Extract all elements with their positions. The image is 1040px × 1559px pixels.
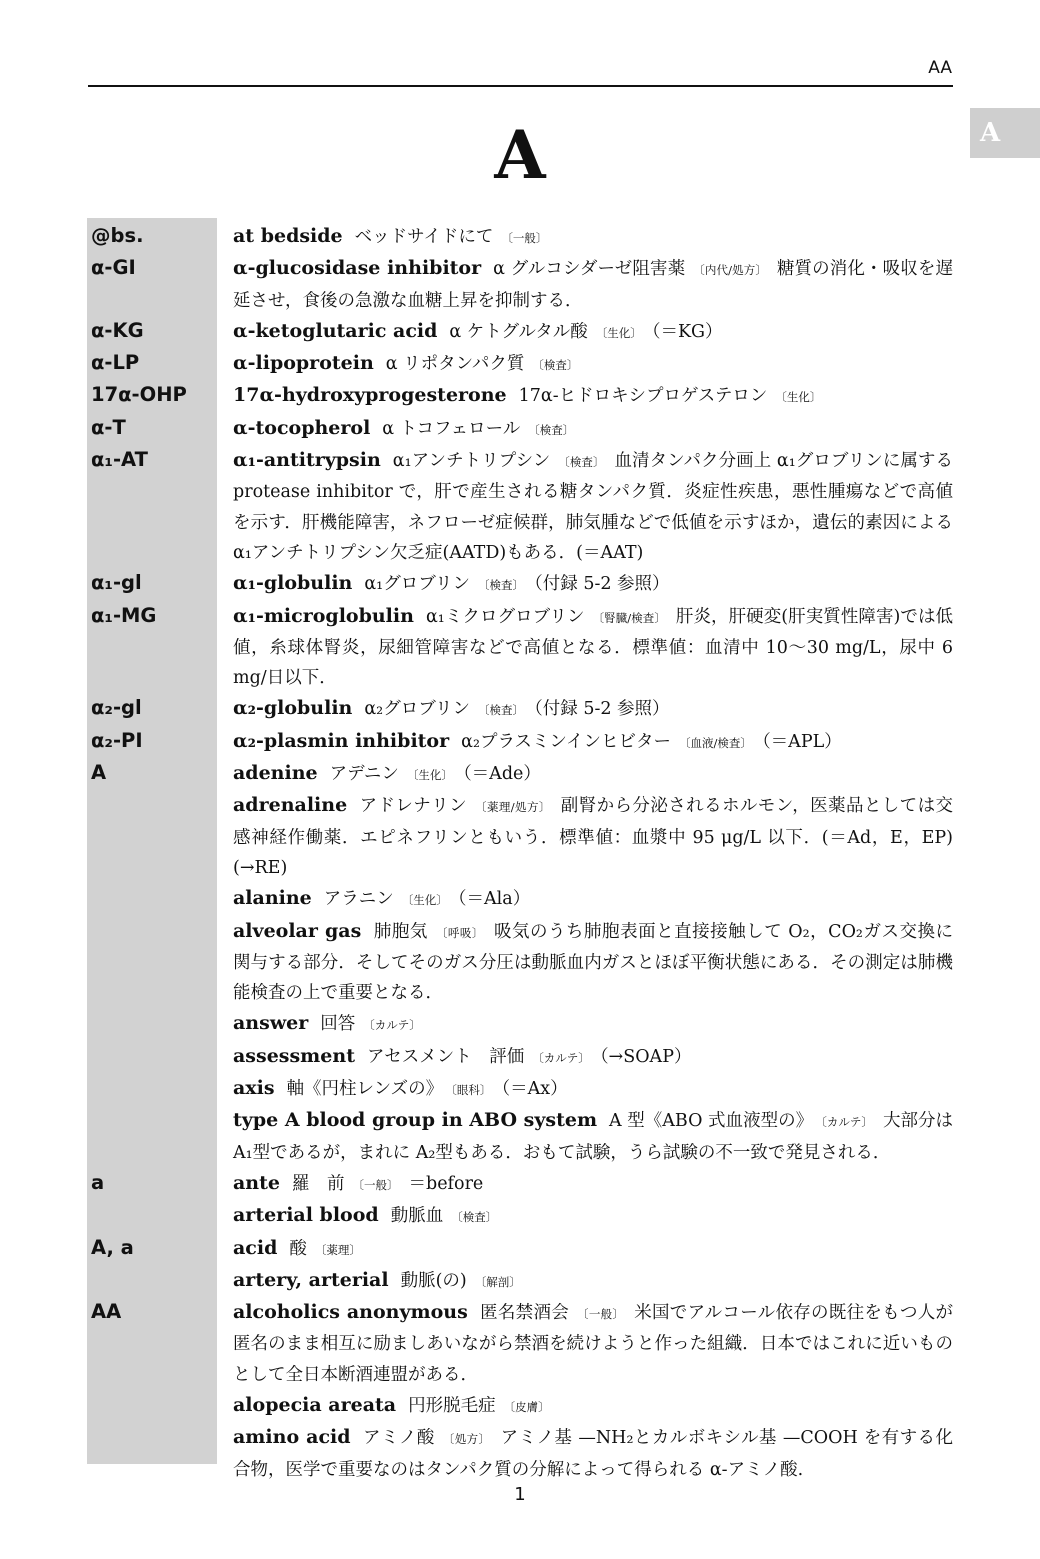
entry-abbreviation: 17α-OHP: [91, 383, 187, 407]
entry-abbreviation: α-LP: [91, 351, 140, 375]
entry-abbreviation: AA: [91, 1300, 122, 1324]
entry-term: alveolar gas: [233, 919, 362, 942]
entry-definition: [233, 1200, 953, 1232]
entry-definition: [233, 1265, 953, 1297]
entry-japanese: α リポタンパク質: [385, 354, 525, 375]
entry-category-tag: 〔皮膚〕: [503, 1399, 550, 1414]
entry-abbreviation: [87, 1265, 217, 1297]
entry-category-tag: 〔検査〕: [478, 703, 524, 718]
entry-term: α-tocopherol: [233, 416, 371, 439]
entry-term: acid: [233, 1236, 278, 1259]
entry-definition: [233, 1233, 953, 1265]
entry-definition: [233, 413, 953, 445]
header-rule: [88, 85, 953, 87]
entry-term: α₁-globulin: [233, 572, 353, 595]
entry-abbreviation: [87, 916, 217, 1009]
dictionary-entry: [87, 348, 953, 380]
entry-description: 糖質の消化・吸収を遅延させ，食後の急激な血糖上昇を抑制する．: [233, 259, 953, 311]
entry-category-tag: 〔一般〕: [501, 231, 548, 245]
entry-description: （付録 5-2 参照）: [534, 574, 670, 595]
entry-definition: [233, 790, 953, 883]
entry-abbreviation: α-T: [91, 415, 126, 439]
entry-category-tag: 〔生化〕: [595, 325, 642, 340]
dictionary-entry: [87, 380, 953, 412]
dictionary-entry: [87, 601, 953, 694]
entry-abbreviation: α₁-AT: [91, 448, 148, 472]
entry-category-tag: 〔カルテ〕: [363, 1018, 421, 1033]
entry-definition: [233, 1422, 953, 1485]
entry-term: α-glucosidase inhibitor: [233, 257, 482, 280]
dictionary-entry: [87, 253, 953, 316]
entry-description: （＝APL）: [761, 731, 842, 752]
entry-category-tag: 〔生化〕: [406, 768, 453, 783]
page-number: 1: [514, 1484, 526, 1505]
entry-abbreviation: [87, 1041, 217, 1073]
entry-abbreviation: α₂-PI: [91, 728, 143, 752]
entry-term: alopecia areata: [233, 1393, 397, 1416]
entry-term: at bedside: [233, 225, 343, 247]
entry-definition: [233, 221, 953, 253]
entry-japanese: α トコフェロール: [382, 418, 521, 439]
entry-description: （→SOAP）: [599, 1046, 692, 1067]
entry-term: answer: [233, 1012, 309, 1035]
dictionary-entry: [87, 1422, 953, 1485]
entry-description: （＝Ala）: [457, 889, 531, 910]
entry-definition: [233, 1041, 953, 1073]
entry-japanese: α₁ミクログロブリン: [425, 606, 585, 627]
entry-japanese: 匿名禁酒会: [479, 1303, 570, 1324]
entry-japanese: 羅 前: [292, 1173, 345, 1194]
entry-term: alanine: [233, 887, 312, 910]
entry-category-tag: 〔カルテ〕: [532, 1050, 590, 1065]
entry-category-tag: 〔呼吸〕: [435, 925, 484, 940]
entry-description: （＝Ax）: [501, 1079, 568, 1100]
entry-definition: [233, 758, 953, 790]
entry-japanese: α₂プラスミンインヒビター: [461, 731, 672, 752]
entry-japanese: 17α-ヒドロキシプロゲステロン: [518, 386, 768, 407]
entry-japanese: アドレナリン: [359, 796, 468, 817]
entry-term: α₁-antitrypsin: [233, 449, 381, 472]
entry-japanese: 動脈(の): [400, 1270, 467, 1291]
entry-definition: [233, 693, 953, 725]
dictionary-entry: [87, 790, 953, 883]
entry-category-tag: 〔生化〕: [401, 893, 448, 908]
entry-description: 副腎から分泌されるホルモン，医薬品としては交感神経作働薬．エピネフリンともいう．標準値：血漿中 95 μg/L 以下．(＝Ad，E，EP) (→RE): [233, 796, 954, 878]
entry-japanese: 酸: [289, 1238, 307, 1259]
entry-japanese: アラニン: [323, 889, 394, 910]
entry-definition: [233, 601, 953, 694]
entry-description: 吸気のうち肺胞表面と直接接触して O₂，CO₂ガス交換に関与する部分．そしてそのガス分圧は動脈血内ガスとほぼ平衡状態にある．その測定は肺機能検査の上で重要となる．: [233, 921, 954, 1004]
entry-abbreviation: a: [91, 1170, 105, 1194]
dictionary-entry: [87, 758, 953, 790]
section-letter: A: [494, 116, 546, 194]
entry-abbreviation: α₁-gl: [91, 571, 142, 595]
entry-definition: [233, 726, 953, 758]
entry-abbreviation: A: [91, 761, 107, 785]
entry-abbreviation: [87, 1422, 217, 1485]
entry-term: amino acid: [233, 1426, 351, 1449]
entry-japanese: アミノ酸: [362, 1428, 435, 1449]
entry-description: 肝炎，肝硬変(肝実質性障害)では低値，糸球体腎炎，尿細管障害などで高値となる．標準値：血清中 10〜30 mg/L，尿中 6 mg/日以下．: [233, 606, 954, 689]
entry-abbreviation: [87, 1105, 217, 1168]
entry-definition: [233, 568, 953, 600]
entry-term: 17α-hydroxyprogesterone: [233, 384, 507, 407]
dictionary-entry: [87, 1200, 953, 1232]
entry-japanese: 回答: [320, 1014, 356, 1035]
dictionary-entry: [87, 693, 953, 725]
entry-japanese: α₂グロブリン: [364, 699, 470, 720]
dictionary-entry: [87, 221, 953, 253]
entry-category-tag: 〔検査〕: [558, 455, 605, 470]
dictionary-entry: [87, 1008, 953, 1040]
entry-japanese: α₁グロブリン: [364, 574, 470, 595]
entry-japanese: 動脈血: [390, 1206, 444, 1227]
entry-abbreviation: α-GI: [91, 256, 136, 280]
dictionary-entry: [87, 316, 953, 348]
entry-description: （付録 5-2 参照）: [534, 699, 670, 720]
entry-term: arterial blood: [233, 1204, 379, 1227]
dictionary-entry: [87, 1265, 953, 1297]
entry-definition: [233, 380, 953, 412]
entry-category-tag: 〔血液/検査〕: [679, 735, 752, 750]
entry-definition: [233, 1390, 953, 1422]
entry-definition: [233, 1105, 953, 1168]
entry-category-tag: 〔薬理〕: [314, 1242, 361, 1257]
entry-description: ＝before: [408, 1173, 484, 1194]
entry-term: alcoholics anonymous: [233, 1301, 468, 1324]
entry-abbreviation: @bs.: [91, 224, 144, 247]
entry-term: artery, arterial: [233, 1268, 389, 1291]
entry-category-tag: 〔検査〕: [451, 1210, 498, 1225]
entry-term: α₁-microglobulin: [233, 604, 414, 627]
dictionary-entry: [87, 1073, 953, 1105]
dictionary-entry: [87, 883, 953, 915]
entry-term: adrenaline: [233, 794, 348, 817]
entry-abbreviation: [87, 1390, 217, 1422]
dictionary-entry: [87, 445, 953, 568]
entry-category-tag: 〔内代/処方〕: [693, 263, 767, 278]
entry-abbreviation: [87, 1008, 217, 1040]
entry-japanese: アセスメント 評価: [366, 1046, 525, 1067]
entry-abbreviation: [87, 790, 217, 883]
entry-definition: [233, 1297, 953, 1390]
dictionary-entry: [87, 1233, 953, 1265]
entry-japanese: 肺胞気: [373, 921, 428, 942]
entry-definition: [233, 883, 953, 915]
entry-category-tag: 〔薬理/処方〕: [475, 800, 551, 815]
entry-category-tag: 〔生化〕: [775, 390, 822, 405]
dictionary-entry: [87, 413, 953, 445]
dictionary-entry: [87, 1390, 953, 1422]
entry-abbreviation: [87, 1073, 217, 1105]
entry-abbreviation: A, a: [91, 1235, 134, 1259]
entry-japanese: α グルコシダーゼ阻害薬: [493, 259, 686, 280]
entry-description: （＝KG）: [651, 321, 723, 342]
dictionary-entry: [87, 916, 953, 1009]
entry-definition: [233, 316, 953, 348]
running-head: AA: [928, 58, 952, 78]
entry-term: α₂-plasmin inhibitor: [233, 729, 450, 752]
thumb-index-tab: A: [970, 108, 1040, 158]
entry-description: 米国でアルコール依存の既往をもつ人が匿名のまま相互に励ましあいながら禁酒を続けようと作った組織．日本ではこれに近いものとして全日本断酒連盟がある．: [233, 1303, 954, 1385]
entry-description: 大部分は A₁型であるが，まれに A₂型もある．おもて試験，うら試験の不一致で発見される．: [233, 1111, 953, 1163]
entry-category-tag: 〔腎臓/検査〕: [592, 610, 666, 625]
entry-category-tag: 〔処方〕: [442, 1432, 491, 1447]
entry-japanese: 軸《円柱レンズの》: [286, 1079, 444, 1100]
dictionary-entry: [87, 726, 953, 758]
entry-term: ante: [233, 1171, 280, 1194]
dictionary-entry: [87, 1105, 953, 1168]
entry-definition: [233, 1168, 953, 1200]
entry-category-tag: 〔解剖〕: [474, 1274, 521, 1289]
entry-definition: [233, 1073, 953, 1105]
entry-category-tag: 〔検査〕: [532, 358, 579, 373]
entry-category-tag: 〔カルテ〕: [821, 1115, 873, 1130]
entry-category-tag: 〔検査〕: [528, 422, 575, 437]
entry-japanese: α ケトグルタル酸: [449, 321, 588, 342]
entry-term: adenine: [233, 762, 318, 785]
entry-term: axis: [233, 1077, 275, 1100]
entry-abbreviation: α₁-MG: [91, 603, 157, 627]
entry-term: α₂-globulin: [233, 697, 353, 720]
entry-description: （＝Ade）: [462, 764, 541, 785]
entry-definition: [233, 348, 953, 380]
entry-japanese: ベッドサイドにて: [354, 227, 494, 247]
entry-term: type A blood group in ABO system: [233, 1109, 598, 1132]
entry-category-tag: 〔一般〕: [577, 1307, 625, 1322]
entry-description: アミノ基 —NH₂とカルボキシル基 —COOH を有する化合物，医学で重要なのはタンパク質の分解によって得られる α-アミノ酸.: [233, 1428, 953, 1480]
entry-definition: [233, 253, 953, 316]
entry-abbreviation: [87, 1200, 217, 1232]
entry-definition: [233, 916, 953, 1009]
entry-japanese: α₁アンチトリプシン: [392, 451, 551, 472]
entry-description: 血清タンパク分画上 α₁グロブリンに属する protease inhibitor で，肝で産生される糖タンパク質．炎症性疾患，悪性腫瘍などで高値を示す．肝機能障害，ネフローゼ症候群，肺気腫などで低値を示すほか，遺伝的素因による α₁アンチトリプシン欠乏症(AATD)もある．(＝AAT): [233, 451, 953, 563]
entry-japanese: アデニン: [329, 764, 399, 785]
entry-category-tag: 〔一般〕: [352, 1177, 399, 1192]
entry-term: α-lipoprotein: [233, 352, 374, 375]
entry-list: [87, 221, 953, 1485]
entry-term: assessment: [233, 1044, 355, 1067]
entry-definition: [233, 445, 953, 568]
dictionary-entry: [87, 1297, 953, 1390]
entry-abbreviation: [87, 883, 217, 915]
dictionary-entry: [87, 568, 953, 600]
entry-abbreviation: α-KG: [91, 318, 144, 342]
entry-term: α-ketoglutaric acid: [233, 319, 438, 342]
entry-definition: [233, 1008, 953, 1040]
entry-abbreviation: α₂-gl: [91, 696, 142, 720]
dictionary-entry: [87, 1168, 953, 1200]
entry-japanese: 円形脱毛症: [408, 1395, 496, 1416]
entry-japanese: A 型《ABO 式血液型の》: [609, 1111, 814, 1132]
entry-category-tag: 〔検査〕: [478, 578, 524, 593]
dictionary-entry: [87, 1041, 953, 1073]
entry-category-tag: 〔眼科〕: [451, 1083, 492, 1098]
